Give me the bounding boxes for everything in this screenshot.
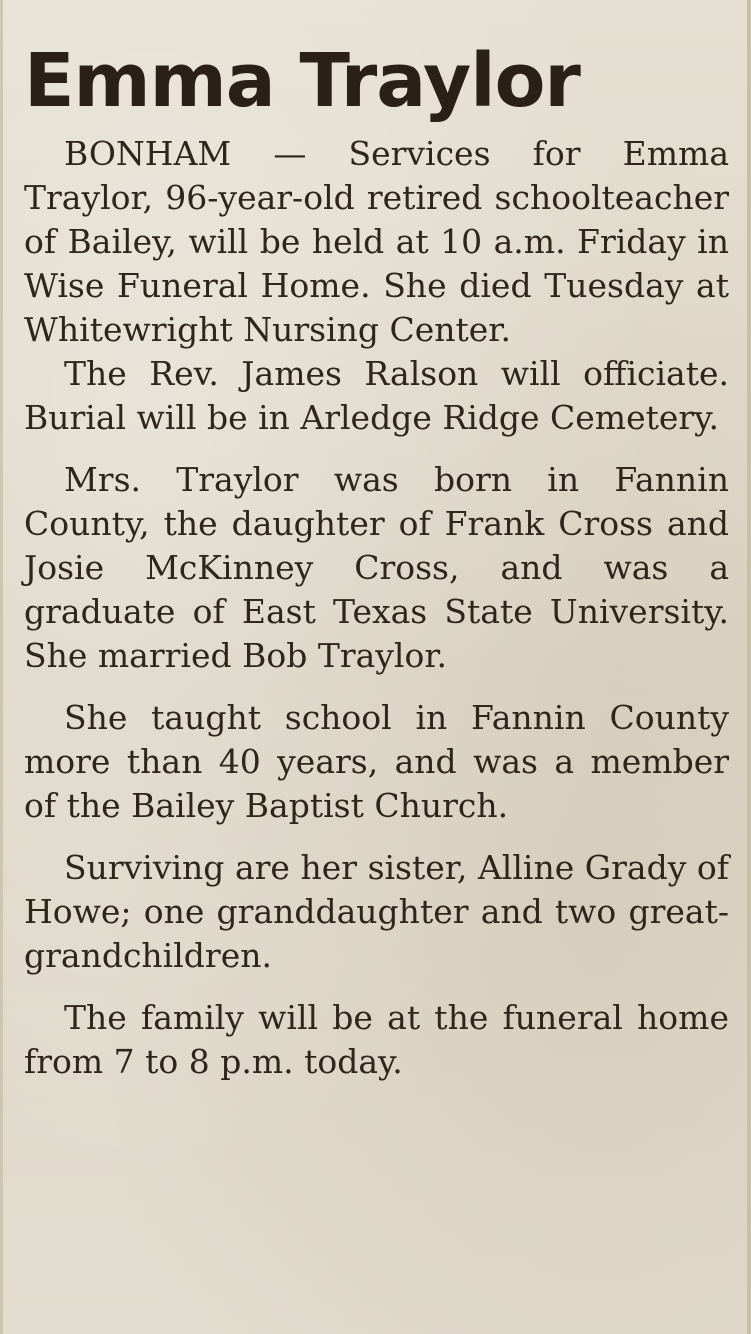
- paragraph-survivors: Surviving are her sister, Alline Grady of Howe; one granddaughter and two great-grandchildren.: [24, 848, 729, 975]
- obituary-body: [24, 132, 729, 1084]
- paragraph-visitation: The family will be at the funeral home from 7 to 8 p.m. today.: [24, 998, 729, 1081]
- paper-edge-left: [0, 0, 3, 1334]
- paragraph-biography: Mrs. Traylor was born in Fannin County, the daughter of Frank Cross and Josie McKinney Cross, and was a graduate of East Texas State University. She married Bob Traylor.: [24, 460, 729, 675]
- paragraph-officiant: The Rev. James Ralson will officiate. Burial will be in Arledge Ridge Cemetery.: [24, 354, 729, 437]
- paragraph-services: BONHAM — Services for Emma Traylor, 96-year-old retired schoolteacher of Bailey, will be held at 10 a.m. Friday in Wise Funeral Home. She died Tuesday at Whitewright Nursing Center.: [24, 134, 729, 349]
- paper-edge-right: [747, 0, 751, 1334]
- obituary-headline: Emma Traylor: [24, 38, 580, 124]
- paragraph-career: She taught school in Fannin County more than 40 years, and was a member of the Bailey Baptist Church.: [24, 698, 729, 825]
